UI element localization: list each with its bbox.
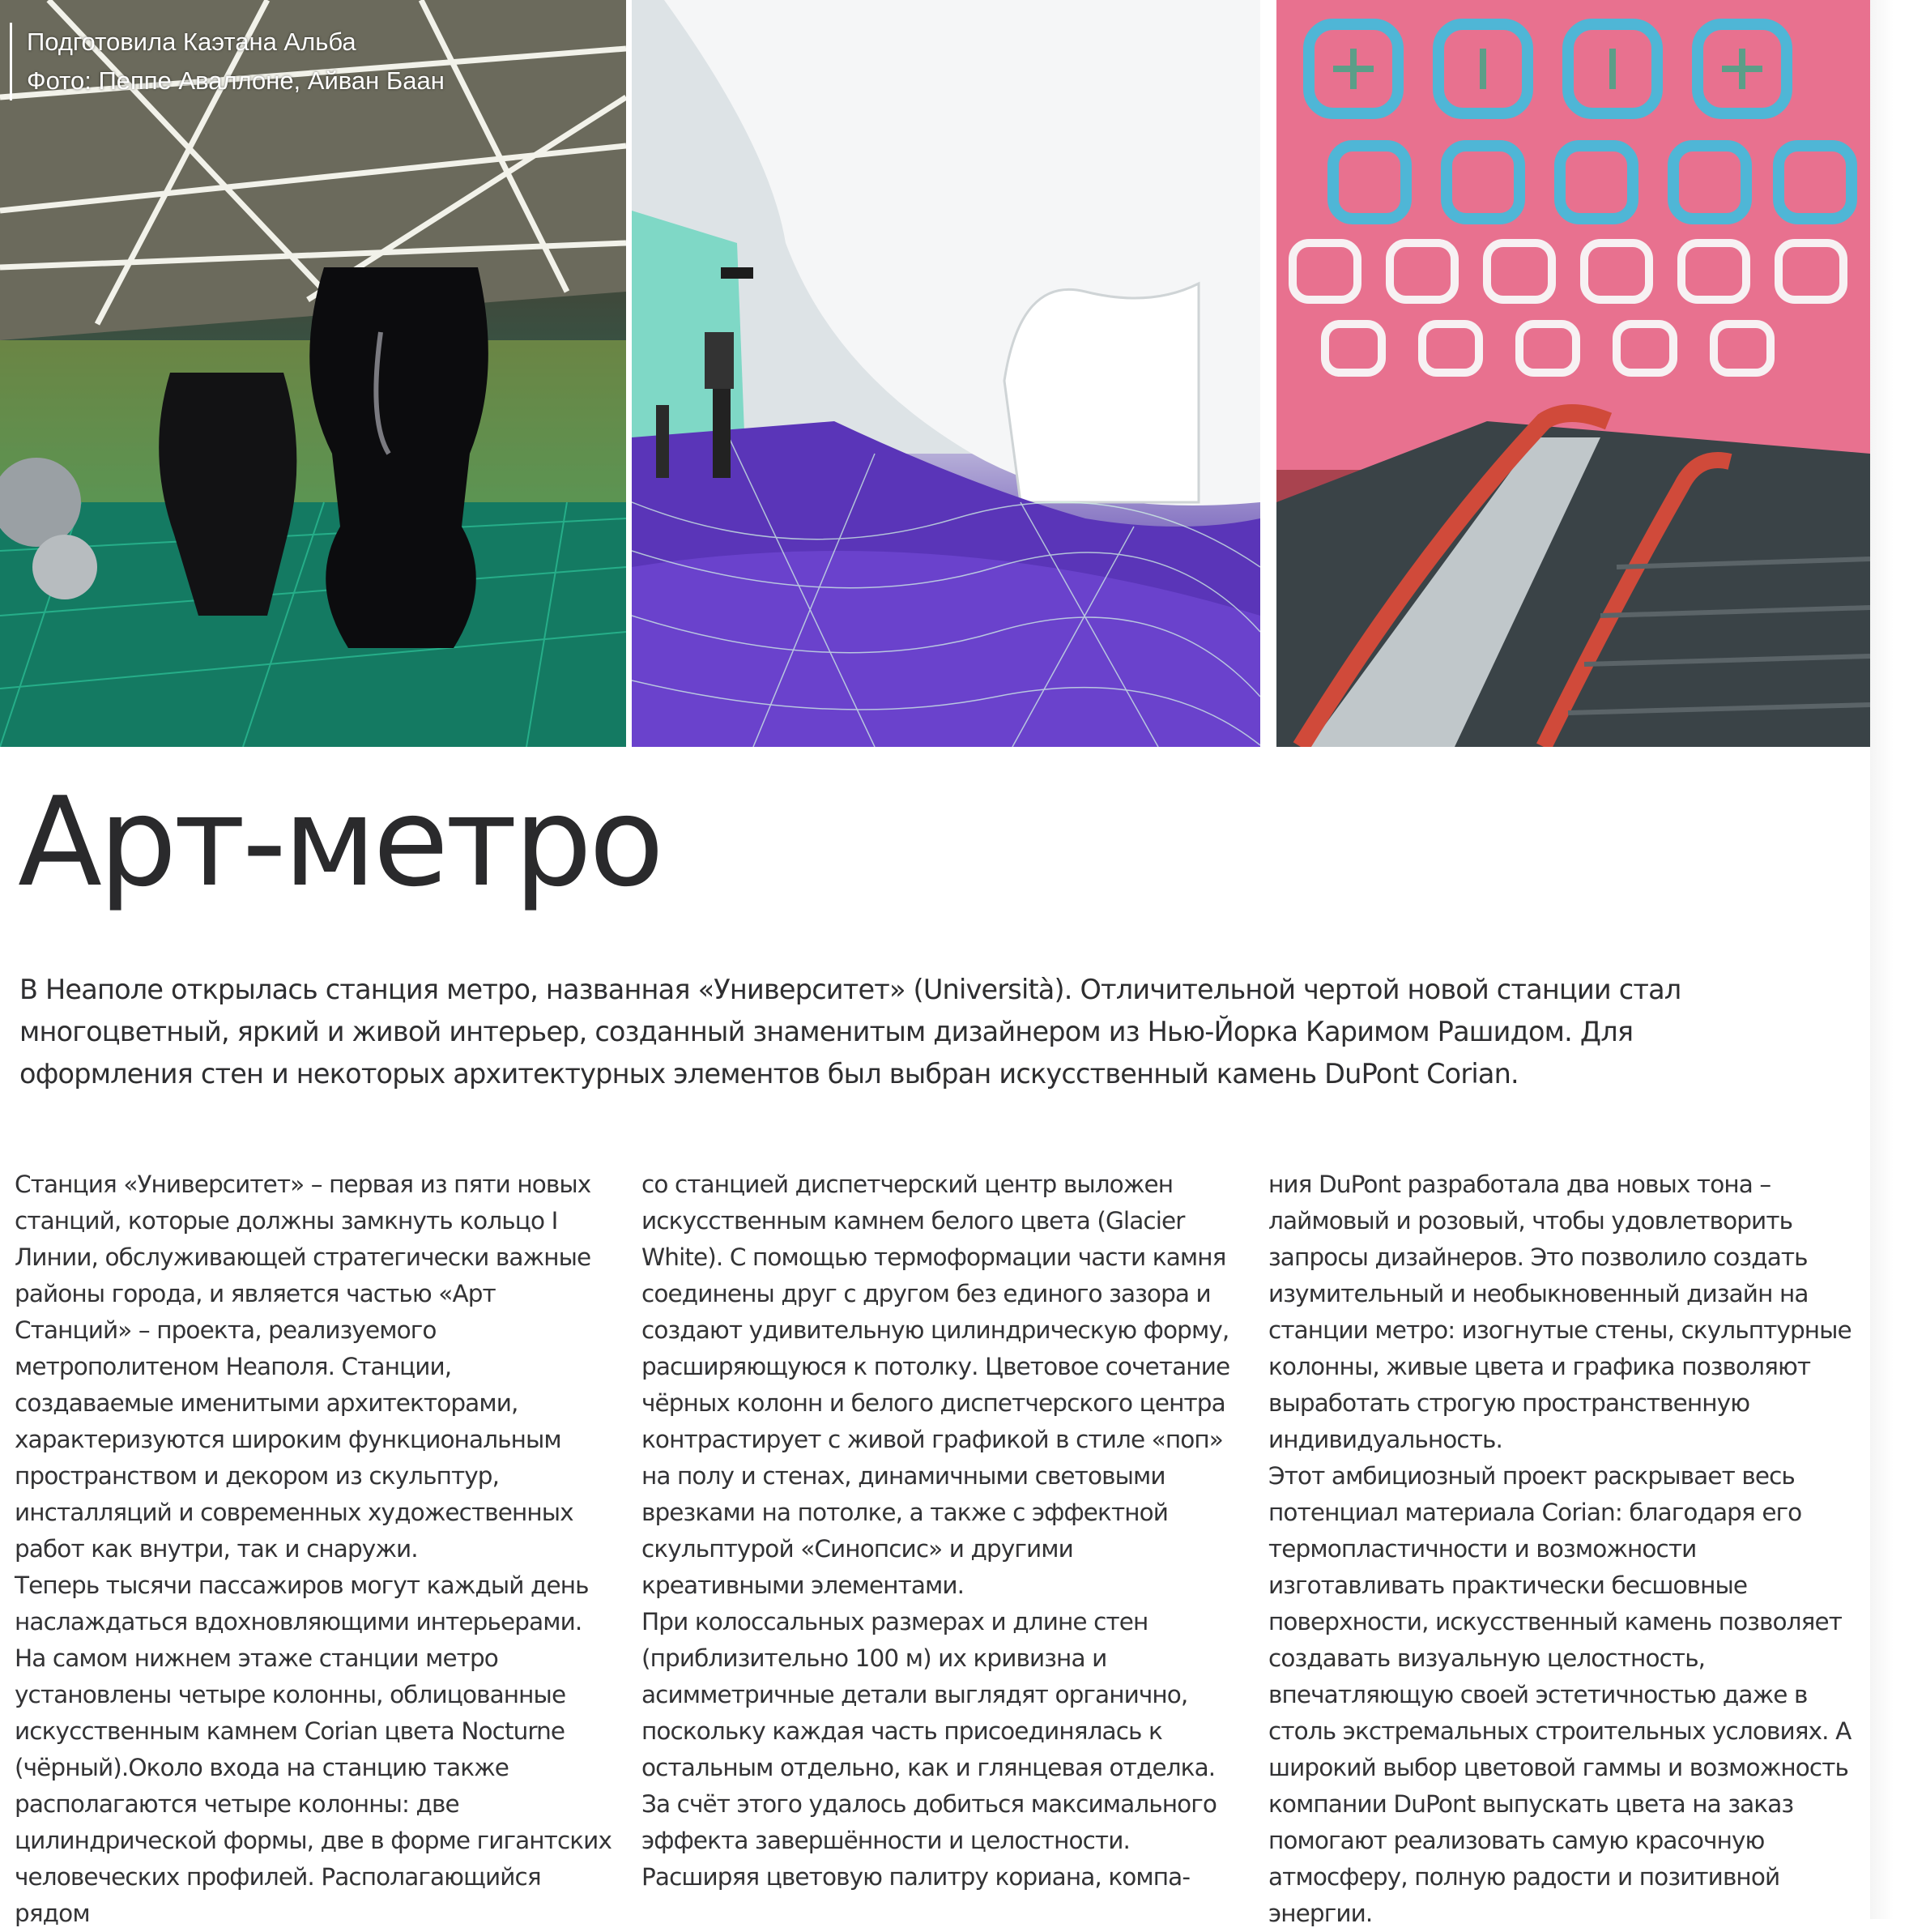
photo-metro-hall: [0, 0, 626, 747]
photo-escalator-illustration: [1276, 0, 1870, 747]
photo-credits: [10, 23, 445, 100]
credits-photographers: Фото: Пеппе Аваллоне, Айван Баан: [10, 62, 445, 100]
text-column-1: [15, 1166, 614, 1932]
article-title: Арт-метро: [18, 770, 662, 914]
paragraph: Станция «Университет» – первая из пяти новых станций, которые должны замкнуть кольцо I Линии, обслуживающей стратегически важные районы города, и является частью «Арт Станций» – проекта, реализуемого метрополитеном Неаполя. Станции, создаваемые именитыми архитекторами, характеризуются широким функциональным пространством и декором из скульптур, инсталляций и современных художественных работ как внутри, так и снаружи.: [15, 1171, 591, 1563]
credits-author: Подготовила Каэтана Альба: [10, 23, 445, 62]
photo-white-corridor-illustration: [632, 0, 1260, 747]
paragraph: со станцией диспетчерский центр выложен искусственным камнем белого цвета (Glacier White). С помощью термоформации части камня соединены друг с другом без единого зазора и создают удивительную цилиндрическую форму, расширяющуюся к потолку. Цветовое сочетание чёрных колонн и белого диспетчерского центра контрастирует с живой графикой в стиле «поп» на полу и стенах, динамичными световыми врезками на потолке, а также с эффектной скульптурой «Синопсис» и другими креативными элементами.: [641, 1171, 1230, 1599]
photo-metro-hall-illustration: [0, 0, 626, 747]
paragraph: Теперь тысячи пассажиров могут каждый день наслаждаться вдохновляющими интерьерами. На самом нижнем этаже станции метро установлены четыре колонны, облицованные искусственным камнем Corian цвета Nocturne (чёрный).Около входа на станцию также располагаются четыре колонны: две цилиндрической формы, две в форме гигантских человеческих профилей. Располагающийся рядом: [15, 1572, 612, 1927]
paragraph: Этот амбициозный проект раскрывает весь потенциал материала Corian: благодаря его термопластичности и возможности изготавливать практически бесшовные поверхности, искусственный камень позволяет создавать визуальную целостность, впечатляющую своей эстетичностью даже в столь экстремальных строительных условиях. А широкий выбор цветовой гаммы и возможность компании DuPont выпускать цвета на заказ помогают реализовать самую красочную атмосферу, полную радости и позитивной энергии.: [1268, 1462, 1851, 1927]
paragraph: При колоссальных размерах и длине стен (приблизительно 100 м) их кривизна и асимметричные детали выглядят органично, поскольку каждая часть присоединялась к остальным отдельно, как и глянцевая отделка. За счёт этого удалось добиться максимального эффекта завершённости и целостности. Расширяя цветовую палитру кориана, компа-: [641, 1608, 1217, 1891]
photo-white-corridor: [632, 0, 1260, 747]
paragraph: ния DuPont разработала два новых тона – лаймовый и розовый, чтобы удовлетворить запросы дизайнеров. Это позволило создать изумительный и необыкновенный дизайн на станции метро: изогнутые стены, скульптурные колонны, живые цвета и графика позволяют выработать строгую пространственную индивидуальность.: [1268, 1171, 1851, 1453]
text-column-3: [1268, 1166, 1860, 1932]
page-edge: [1870, 0, 1909, 1919]
text-column-2: [641, 1166, 1241, 1896]
photo-escalator: [1276, 0, 1870, 747]
article-lead: В Неаполе открылась станция метро, названная «Университет» (Università). Отличительной чертой новой станции стал многоцветный, яркий и живой интерьер, созданный знаменитым дизайнером из Нью-Йорка Каримом Рашидом. Для оформления стен и некоторых архитектурных элементов был выбран искусственный камень DuPont Corian.: [19, 974, 1681, 1090]
